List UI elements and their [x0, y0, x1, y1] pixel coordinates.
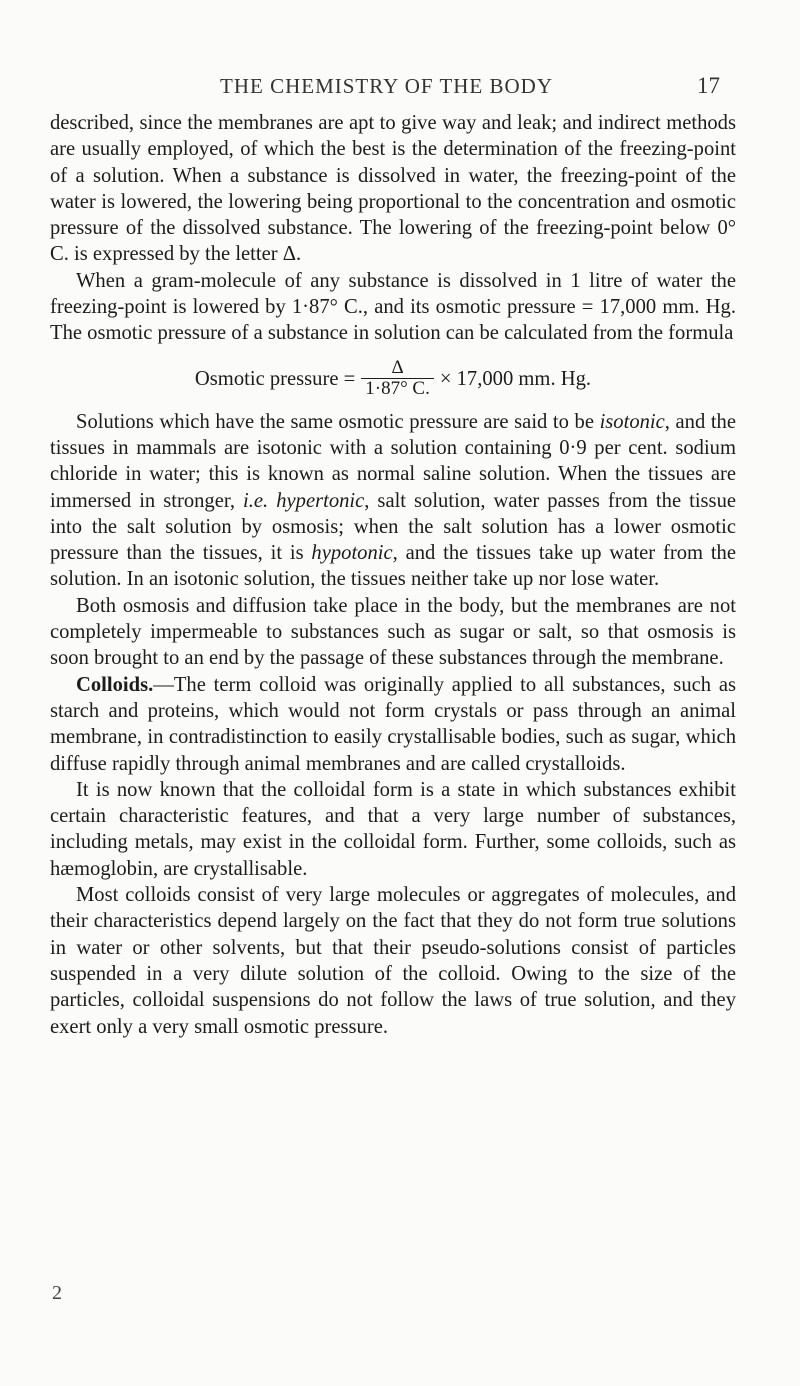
- paragraph-1: described, since the membranes are apt to give way and leak; and indirect methods are usually employed, of which the best is the determination of the freezing-point of a solution. When a substance is dissolved in water, the freezing-point of the water is lowered, the lowering being proportional to the concentration and osmotic pressure of the dissolved substance. The lowering of the freezing-point below 0° C. is expressed by the letter Δ.: [50, 112, 736, 266]
- formula-lhs: Osmotic pressure =: [194, 367, 356, 390]
- paragraph-3-part-c: , salt solution, water passes from the tissue into the salt solution by osmosis; when the salt solution has a lower osmotic pressure than the tissues, it is: [50, 489, 737, 565]
- section-heading-colloids: Colloids.: [76, 673, 154, 696]
- term-hypotonic: hypotonic: [311, 542, 393, 565]
- osmotic-pressure-formula: [50, 353, 736, 405]
- paragraph-5-text: —The term colloid was originally applied to all substances, such as starch and proteins, which would not form crystals or pass through an animal membrane, in contradistinction to easily crystallisable bodies, such as sugar, which diffuse rapidly through animal membranes and are called crystalloids.: [50, 673, 736, 775]
- paragraph-5: [50, 672, 736, 777]
- running-head: THE CHEMISTRY OF THE BODY: [220, 74, 554, 98]
- paragraph-3-part-d: , and the tissues take up water from the solution. In an isotonic solution, the tissues neither take up nor lose water.: [50, 542, 736, 591]
- page-body: [50, 110, 736, 1040]
- term-hypertonic: i.e. hypertonic: [243, 489, 365, 512]
- paragraph-3-part-b: , and the tissues in mammals are isotonic with a solution containing 0·9 per cent. sodium chloride in water; this is known as normal saline solution. When the tissues are immersed in stronger,: [50, 410, 736, 512]
- paragraph-3: [50, 409, 736, 593]
- formula-numerator: Δ: [391, 357, 404, 379]
- formula-fraction: [361, 358, 434, 399]
- paragraph-3-part-a: Solutions which have the same osmotic pressure are said to be: [76, 410, 600, 433]
- paragraph-7: Most colloids consist of very large molecules or aggregates of molecules, and their characteristics depend largely on the fact that they do not form true solutions in water or other solvents, but that their pseudo-solutions consist of particles suspended in a very dilute solution of the colloid. Owing to the size of the particles, colloidal suspensions do not follow the laws of true solution, and they exert only a very small osmotic pressure.: [50, 884, 736, 1038]
- paragraph-6: It is now known that the colloidal form is a state in which substances exhibit certain characteristic features, and that a very large number of substances, including metals, may exist in the colloidal form. Further, some colloids, such as hæmoglobin, are crystallisable.: [50, 778, 736, 880]
- paragraph-4: Both osmosis and diffusion take place in the body, but the membranes are not completely impermeable to substances such as sugar or salt, so that osmosis is soon brought to an end by the passage of these substances through the membrane.: [50, 594, 736, 670]
- formula-rhs: × 17,000 mm. Hg.: [439, 367, 592, 390]
- paragraph-2: When a gram-molecule of any substance is dissolved in 1 litre of water the freezing-point is lowered by 1·87° C., and its osmotic pressure = 17,000 mm. Hg. The osmotic pressure of a substance in solution can be calculated from the formula: [50, 269, 736, 345]
- formula-denominator: 1·87° C.: [361, 378, 434, 399]
- term-isotonic: isotonic: [599, 410, 665, 433]
- page-header: [220, 73, 720, 99]
- signature-mark: 2: [52, 1282, 62, 1304]
- page-number: 17: [697, 73, 720, 98]
